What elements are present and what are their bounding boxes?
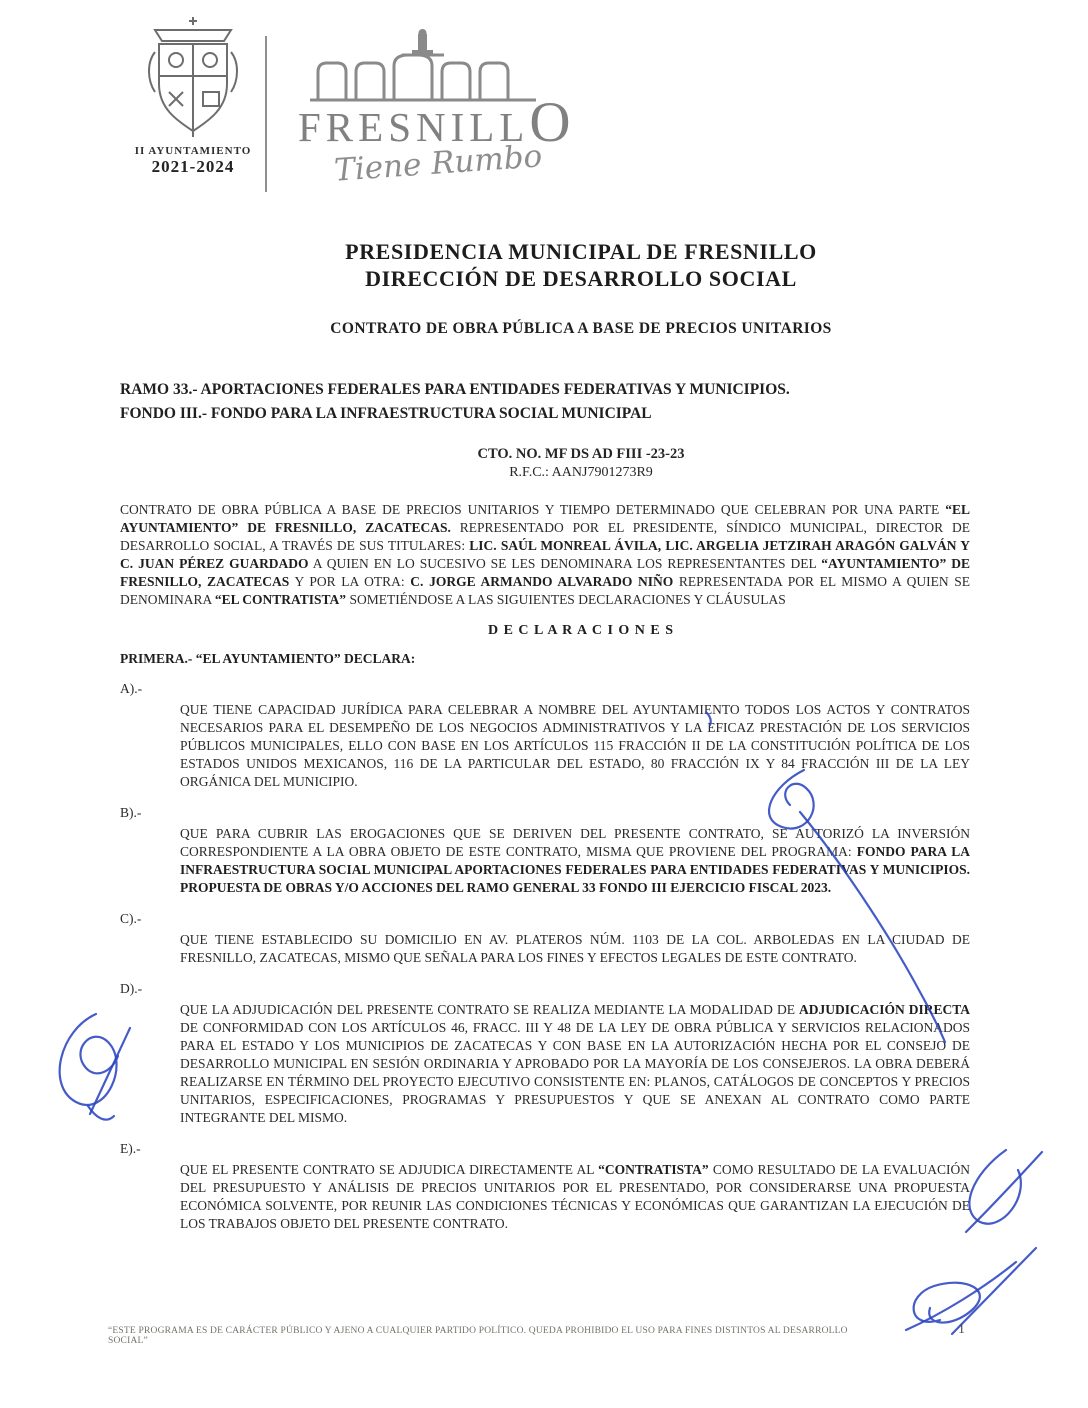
page-number: 1 — [958, 1322, 965, 1337]
document-title-line1: PRESIDENCIA MUNICIPAL DE FRESNILLO — [345, 239, 817, 264]
municipal-crest — [128, 14, 258, 177]
clause-e — [120, 1141, 970, 1233]
document-title-line2: DIRECCIÓN DE DESARROLLO SOCIAL — [365, 266, 797, 291]
fresnillo-logo — [298, 26, 576, 189]
clause-c — [120, 911, 970, 967]
clause-b — [120, 805, 970, 897]
program-line1: RAMO 33.- APORTACIONES FEDERALES PARA ENTIDADES FEDERATIVAS Y MUNICIPIOS. — [120, 381, 790, 398]
clause-e-label: E).- — [120, 1140, 141, 1156]
document-body — [120, 238, 970, 1233]
clause-a-text: QUE TIENE CAPACIDAD JURÍDICA PARA CELEBRAR A NOMBRE DEL AYUNTAMIENTO TODOS LOS ACTOS Y CONTRATOS NECESARIOS PARA EL DESEMPEÑO DE LOS NEGOCIOS ADMINISTRATIVOS Y LA EFICAZ PRESTACIÓN DE LOS SERVICIOS PÚBLICOS MUNICIPALES, ELLO CON BASE EN LOS ARTÍCULOS 115 FRACCIÓN II DE LA CONSTITUCIÓN POLÍTICA DE LOS ESTADOS UNIDOS MEXICANOS, 116 DE LA PARTICULAR DEL ESTADO, 80 FRACCIÓN IX Y 84 FRACCIÓN III DE LA LEY ORGÁNICA DEL MUNICIPIO. — [180, 701, 970, 789]
clause-c-label: C).- — [120, 910, 142, 926]
program-block — [120, 378, 970, 426]
clause-b-text: QUE PARA CUBRIR LAS EROGACIONES QUE SE DERIVEN DEL PRESENTE CONTRATO, SE AUTORIZÓ LA INVERSIÓN CORRESPONDIENTE A LA OBRA OBJETO DE ESTE CONTRATO, MISMA QUE PROVIENE DEL PROGRAMA: FONDO PARA LA INFRAESTRUCTURA SOCIAL MUNICIPAL APORTACIONES FEDERALES PARA ENTIDADES FEDERATIVAS Y MUNICIPIOS. PROPUESTA DE OBRAS Y/O ACCIONES DEL RAMO GENERAL 33 FONDO III EJERCICIO FISCAL 2023. — [180, 825, 970, 895]
crest-caption: II AYUNTAMIENTO — [134, 145, 252, 157]
clause-d-label: D).- — [120, 980, 143, 996]
logo-tagline: Tiene Rumbo — [333, 138, 544, 189]
header-divider — [265, 36, 267, 192]
coat-of-arms-icon — [141, 14, 245, 142]
document-title — [120, 238, 970, 292]
signature-bottom-right — [906, 1248, 1036, 1334]
fresnillo-wordmark: FRESNILLO — [298, 91, 576, 154]
footer-disclaimer: “ESTE PROGRAMA ES DE CARÁCTER PÚBLICO Y AJENO A CUALQUIER PARTIDO POLÍTICO. QUEDA PROHIBIDO EL USO PARA FINES DISTINTOS AL DESARROLLO SOCIAL” — [108, 1326, 848, 1346]
clause-d — [120, 981, 970, 1127]
document-subtitle: CONTRATO DE OBRA PÚBLICA A BASE DE PRECIOS UNITARIOS — [330, 320, 832, 337]
clause-a — [120, 681, 970, 791]
declarations-heading: D E C L A R A C I O N E S — [487, 622, 675, 638]
clause-e-text: QUE EL PRESENTE CONTRATO SE ADJUDICA DIRECTAMENTE AL “CONTRATISTA” COMO RESULTADO DE LA EVALUACIÓN DEL PRESUPUESTO Y ANÁLISIS DE PRECIOS UNITARIOS POR EL PRESENTADO, POR CONSIDERARSE UNA PROPUESTA ECONÓMICA SOLVENTE, POR REUNIR LAS CONDICIONES TÉCNICAS Y ECONÓMICAS QUE GARANTIZAN LA EJECUCIÓN DE LOS TRABAJOS OBJETO DEL PRESENTE CONTRATO. — [180, 1161, 970, 1231]
signature-check-right — [966, 1150, 1042, 1232]
contract-rfc: R.F.C.: AANJ7901273R9 — [509, 465, 653, 480]
clause-b-label: B).- — [120, 804, 142, 820]
crest-years: 2021-2024 — [151, 157, 235, 176]
clause-c-text: QUE TIENE ESTABLECIDO SU DOMICILIO EN AV. PLATEROS NÚM. 1103 DE LA COL. ARBOLEDAS EN LA CIUDAD DE FRESNILLO, ZACATECAS, MISMO QUE SEÑALA PARA LOS FINES Y EFECTOS LEGALES DE ESTE CONTRATO. — [180, 931, 970, 965]
clause-a-label: A).- — [120, 680, 143, 696]
contract-number: CTO. NO. MF DS AD FIII -23-23 — [477, 446, 685, 462]
intro-paragraph: CONTRATO DE OBRA PÚBLICA A BASE DE PRECIOS UNITARIOS Y TIEMPO DETERMINADO QUE CELEBRAN POR UNA PARTE “EL AYUNTAMIENTO” DE FRESNILLO, ZACATECAS. REPRESENTADO POR EL PRESIDENTE, SÍNDICO MUNICIPAL, DIRECTOR DE DESARROLLO SOCIAL, A TRAVÉS DE SUS TITULARES: LIC. SAÚL MONREAL ÁVILA, LIC. ARGELIA JETZIRAH ARAGÓN GALVÁN Y C. JUAN PÉREZ GUARDADO A QUIEN EN LO SUCESIVO SE LES DENOMINARA LOS REPRESENTANTES DEL “AYUNTAMIENTO” DE FRESNILLO, ZACATECAS Y POR LA OTRA: C. JORGE ARMANDO ALVARADO NIÑO REPRESENTADA POR EL MISMO A QUIEN SE DENOMINARA “EL CONTRATISTA” SOMETIÉNDOSE A LAS SIGUIENTES DECLARACIONES Y CLÁUSULAS — [120, 502, 970, 607]
letterhead — [0, 0, 1088, 210]
program-line2: FONDO III.- FONDO PARA LA INFRAESTRUCTURA SOCIAL MUNICIPAL — [120, 405, 652, 422]
clause-d-text: QUE LA ADJUDICACIÓN DEL PRESENTE CONTRATO SE REALIZA MEDIANTE LA MODALIDAD DE ADJUDICACIÓN DIRECTA DE CONFORMIDAD CON LOS ARTÍCULOS 46, FRACC. III Y 48 DE LA LEY DE OBRA PÚBLICA Y SERVICIOS RELACIONADOS PARA EL ESTADO Y LOS MUNICIPIOS DE ZACATECAS Y CON BASE EN LA AUTORIZACIÓN HECHA POR EL CONSEJO DE DESARROLLO MUNICIPAL EN SESIÓN ORDINARIA Y APROBADO POR LA MAYORÍA DE LOS CONSEJEROS. LA OBRA DEBERÁ REALIZARSE EN TÉRMINO DEL PROYECTO EJECUTIVO CONSISTENTE EN: PLANOS, CATÁLOGOS DE CONCEPTOS Y PRECIOS UNITARIOS, ESPECIFICACIONES, PROGRAMAS Y PRESUPUESTOS Y QUE SE ANEXAN AL CONTRATO COMO PARTE INTEGRANTE DEL MISMO. — [180, 1001, 970, 1125]
primera-line: PRIMERA.- “EL AYUNTAMIENTO” DECLARA: — [120, 650, 416, 666]
